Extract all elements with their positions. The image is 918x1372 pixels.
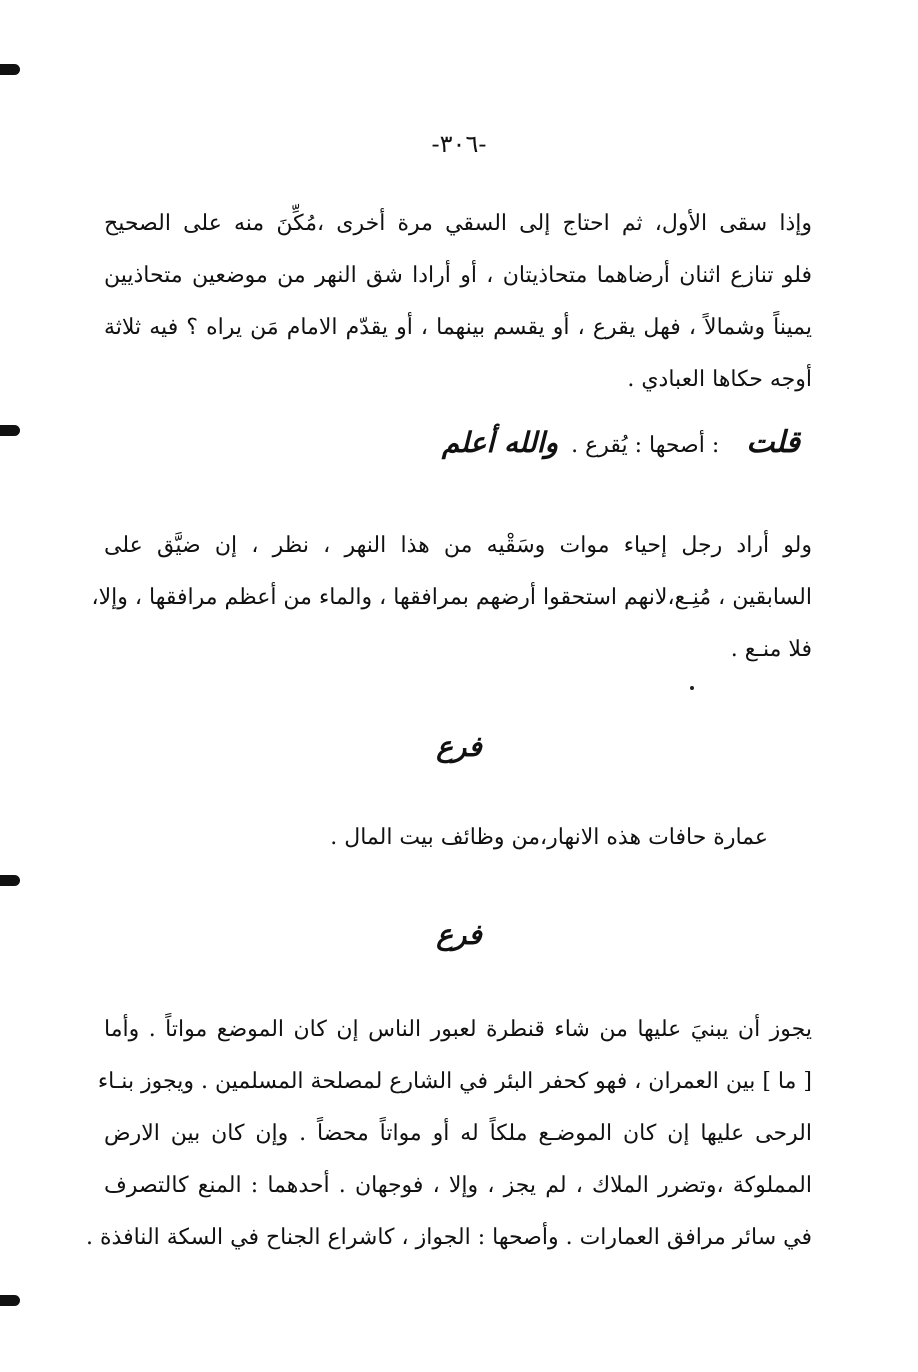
text-line: فلا منـع .	[730, 637, 812, 662]
text-line: أوجه حكاها العبادي .	[627, 367, 812, 392]
section-heading: فرع	[436, 918, 482, 951]
text-line: فلو تنازع اثنان أرضاهما متحاذيتان ، أو أرادا شق النهر من موضعين متحاذيين	[104, 263, 812, 288]
ink-speck	[690, 686, 694, 690]
text-line: في سائر مرافق العمارات . وأصحها : الجواز ، كاشراع الجناح في السكة النافذة .	[86, 1225, 812, 1250]
text-line: عمارة حافات هذه الانهار،من وظائف بيت المال .	[330, 825, 768, 850]
paragraph	[91, 520, 812, 676]
text-line: [ ما ] بين العمران ، فهو كحفر البئر في الشارع لمصلحة المسلمين . ويجوز بنـاء	[97, 1069, 812, 1094]
text-line: ولو أراد رجل إحياء موات وسَقْيه من هذا النهر ، نظر ، إن ضيَّق على	[104, 533, 812, 558]
text-line: السابقين ، مُنِـع،لانهم استحقوا أرضهم بمرافقها ، والماء من أعظم مرافقها ، وإلا،	[91, 585, 812, 610]
text-line: يجوز أن يبنيَ عليها من شاء قنطرة لعبور الناس إن كان الموضع مواتاً . وأما	[104, 1017, 812, 1042]
text-line: وإذا سقى الأول، ثم احتاج إلى السقي مرة أخرى ،مُكِّنَ منه على الصحيح	[104, 211, 812, 236]
binding-mark	[0, 875, 20, 886]
qult-label: قلت	[746, 425, 800, 460]
text-line: المملوكة ،وتضرر الملاك ، لم يجز ، وإلا ، فوجهان . أحدهما : المنع كالتصرف	[104, 1173, 812, 1198]
page-number: -٣٠٦-	[431, 130, 487, 158]
section-heading: فرع	[436, 730, 482, 763]
text-line: الرحى عليها إن كان الموضـع ملكاً له أو مواتاً محضاً . وإن كان بين الارض	[104, 1121, 812, 1146]
binding-mark	[0, 425, 20, 436]
paragraph	[118, 812, 768, 864]
paragraph	[86, 1004, 812, 1264]
binding-mark	[0, 64, 20, 75]
qult-statement	[442, 425, 800, 460]
paragraph	[104, 198, 812, 406]
binding-mark	[0, 1295, 20, 1306]
closing-formula: والله أعلم	[441, 426, 559, 459]
qult-text: : أصحها : يُقرع .	[571, 433, 720, 458]
text-line: يميناً وشمالاً ، فهل يقرع ، أو يقسم بينهما ، أو يقدّم الامام مَن يراه ؟ فيه ثلاثة	[104, 315, 812, 340]
